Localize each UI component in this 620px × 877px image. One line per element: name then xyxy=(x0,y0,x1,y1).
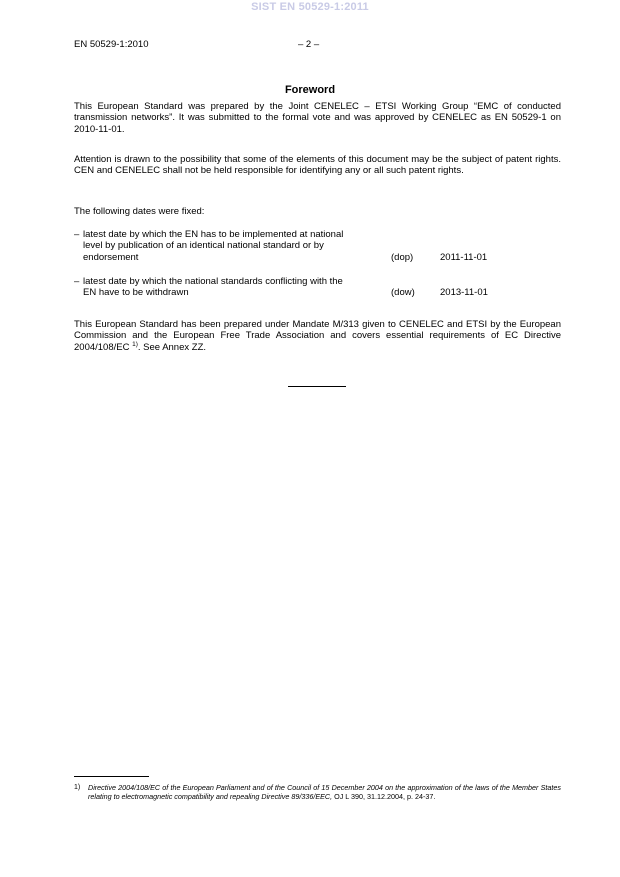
page-number: – 2 – xyxy=(298,39,320,50)
section-end-rule xyxy=(288,386,346,387)
footnote-citation: OJ L 390, 31.12.2004, p. 24-37. xyxy=(334,792,436,801)
date-item-date: 2013-11-01 xyxy=(440,287,488,299)
footnote-text xyxy=(88,783,561,801)
footnote-separator xyxy=(74,776,149,777)
date-item-text: latest date by which the national standards conflicting with the EN have to be withdrawn xyxy=(83,276,343,299)
footnote-body: Directive 2004/108/EC of the European Parliament and of the Council of 15 December 2004 on the approximation of the laws of the Member States relating to electromagnetic compatibility and repealing Directive 89/336/EEC, xyxy=(88,783,561,801)
foreword-paragraph-3: The following dates were fixed: xyxy=(74,206,205,217)
list-dash: – xyxy=(74,276,80,287)
date-item-code: (dow) xyxy=(391,287,415,299)
foreword-paragraph-2: Attention is drawn to the possibility that some of the elements of this document may be the subject of patent rights. CEN and CENELEC shall not be held responsible for identifying any or all such patent rights. xyxy=(74,154,561,177)
date-item-date: 2011-11-01 xyxy=(440,251,488,263)
document-code: EN 50529-1:2010 xyxy=(74,39,149,50)
foreword-paragraph-1: This European Standard was prepared by the Joint CENELEC – ETSI Working Group “EMC of conducted transmission networks”. It was submitted to the formal vote and was approved by CENELEC as EN 50529-1 on 2010-11-01. xyxy=(74,101,561,135)
date-item-code: (dop) xyxy=(391,251,414,263)
watermark-text: SIST EN 50529-1:2011 xyxy=(251,1,369,13)
foreword-paragraph-4 xyxy=(74,319,561,353)
page-title: Foreword xyxy=(284,84,336,96)
footnote-mark: 1) xyxy=(74,784,81,791)
list-dash: – xyxy=(74,229,80,240)
paragraph-4-tail: . See Annex ZZ. xyxy=(137,341,207,353)
date-item-text: latest date by which the EN has to be implemented at national level by publication of an identical national standard or by endorsement xyxy=(83,229,344,263)
footnote-reference[interactable]: 1) xyxy=(132,340,138,348)
paragraph-4-text: This European Standard has been prepared under Mandate M/313 given to CENELEC and ETSI by the European Commission and the European Free Trade Association and covers essential requirements of EC Directive 2004/108/EC xyxy=(74,319,561,353)
